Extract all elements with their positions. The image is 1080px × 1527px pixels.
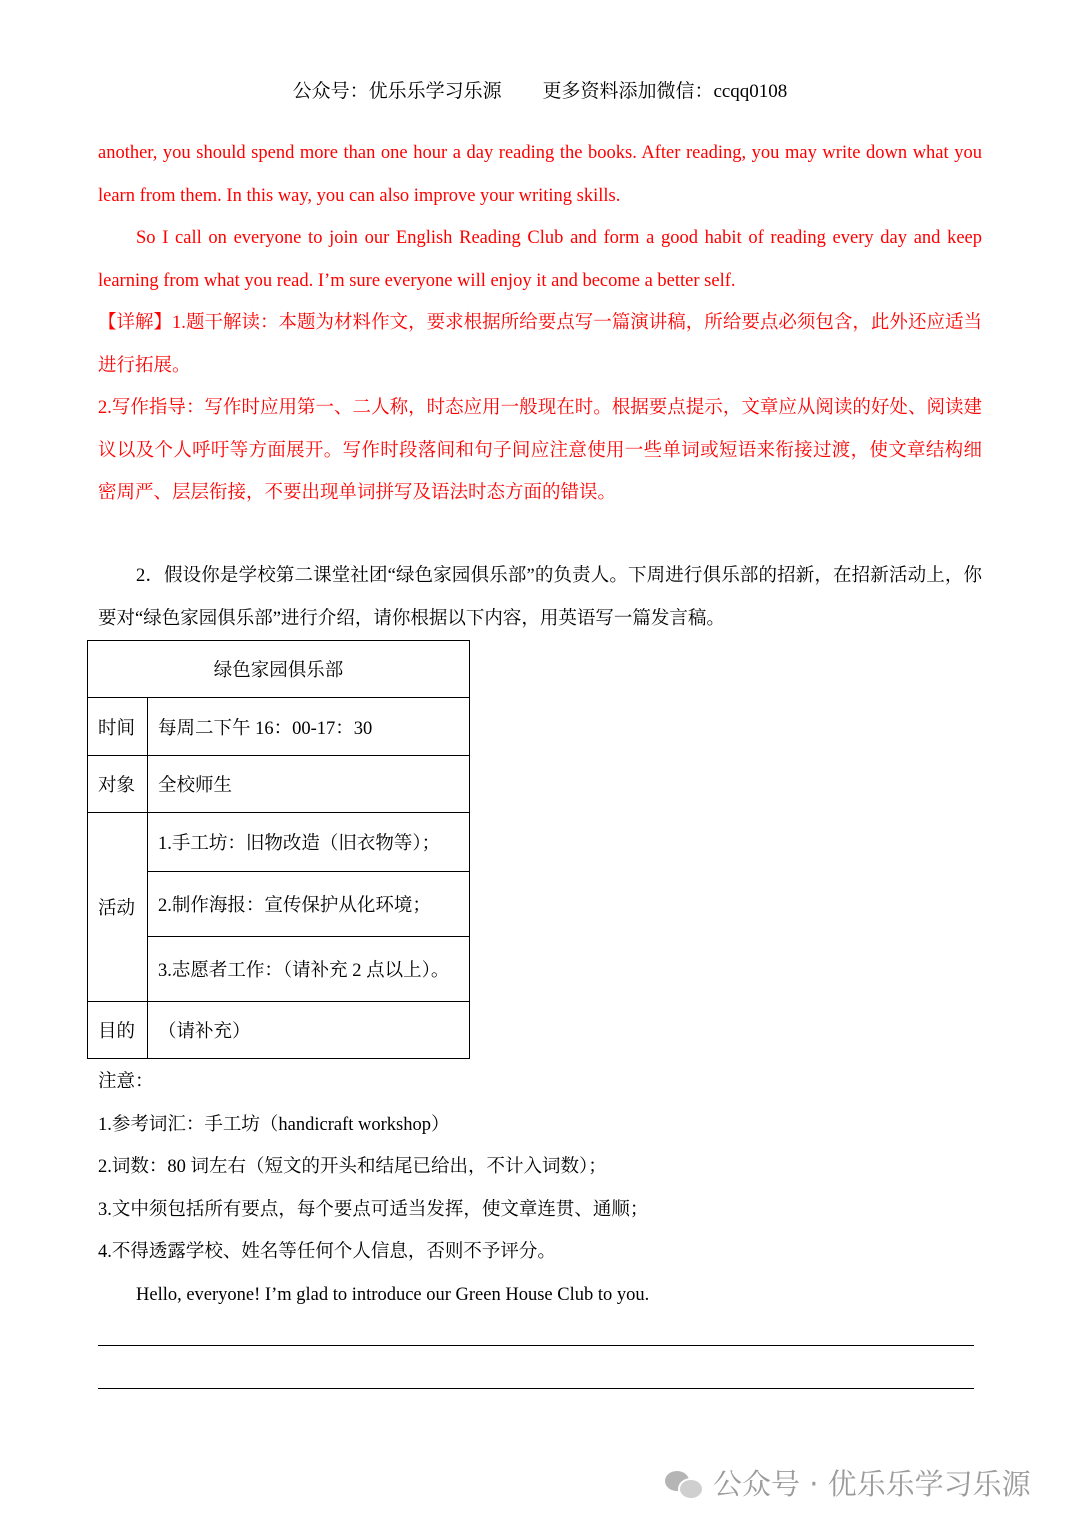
watermark	[665, 1462, 1031, 1503]
activity-item-3: 3.志愿者工作：（请补充 2 点以上）。	[148, 937, 470, 1002]
purpose-label: 目的	[88, 1002, 148, 1059]
time-value: 每周二下午 16：00-17：30	[148, 698, 470, 756]
answer-paragraph-2: So I call on everyone to join our English Reading Club and form a good habit of reading every day and keep learning from what you read. I’m sure everyone will enjoy it and become a better self.	[98, 228, 982, 291]
answer-line	[98, 1388, 974, 1389]
table-row	[88, 698, 470, 756]
activity-item-1: 1.手工坊：旧物改造（旧衣物等）；	[148, 813, 470, 872]
detail-paragraph-1: 【详解】1.题干解读：本题为材料作文，要求根据所给要点写一篇演讲稿，所给要点必须包含，此外还应适当进行拓展。	[98, 313, 982, 376]
page-header	[0, 76, 1080, 103]
watermark-text: 公众号 · 优乐乐学习乐源	[713, 1467, 1031, 1501]
note-item: 4.不得透露学校、姓名等任何个人信息，否则不予评分。	[98, 1242, 556, 1262]
question-2	[98, 555, 982, 640]
header-account: 公众号：优乐乐学习乐源	[292, 81, 502, 102]
wechat-icon	[665, 1469, 703, 1497]
target-label: 对象	[88, 756, 148, 813]
header-contact: 更多资料添加微信：ccqq0108	[542, 81, 788, 102]
detail-paragraph-2: 2.写作指导：写作时应用第一、二人称，时态应用一般现在时。根据要点提示，文章应从阅读的好处、阅读建议以及个人呼吁等方面展开。写作时段落间和句子间应注意使用一些单词或短语来衔接过渡，使文章结构细密周严、层层衔接，不要出现单词拼写及语法时态方面的错误。	[98, 398, 982, 503]
note-item: 2.词数：80 词左右（短文的开头和结尾已给出，不计入词数）；	[98, 1157, 607, 1177]
purpose-value: （请补充）	[148, 1002, 470, 1059]
note-item: 1.参考词汇：手工坊（handicraft workshop）	[98, 1114, 450, 1135]
activity-item-2: 2.制作海报：宣传保护从化环境；	[148, 872, 470, 937]
answer-paragraph-1: another, you should spend more than one hour a day reading the books. After reading, you may write down what you learn from them. In this way, you can also improve your writing skills.	[98, 143, 982, 206]
time-label: 时间	[88, 698, 148, 756]
table-row	[88, 756, 470, 813]
table-row	[88, 1002, 470, 1059]
table-row	[88, 641, 470, 698]
notes-section	[98, 1061, 982, 1316]
notes-heading: 注意：	[98, 1072, 154, 1092]
answer-line	[98, 1345, 974, 1346]
table-row	[88, 813, 470, 872]
note-item: 3.文中须包括所有要点，每个要点可适当发挥，使文章连贯、通顺；	[98, 1199, 649, 1220]
target-value: 全校师生	[148, 756, 470, 813]
table-title: 绿色家园俱乐部	[88, 641, 470, 698]
question-text: 2．假设你是学校第二课堂社团“绿色家园俱乐部”的负责人。下周进行俱乐部的招新，在招新活动上，你要对“绿色家园俱乐部”进行介绍，请你根据以下内容，用英语写一篇发言稿。	[98, 566, 982, 629]
answer-section	[98, 132, 982, 515]
club-info-table	[87, 640, 470, 1059]
activity-label: 活动	[88, 813, 148, 1002]
essay-opening: Hello, everyone! I’m glad to introduce our Green House Club to you.	[136, 1284, 650, 1305]
